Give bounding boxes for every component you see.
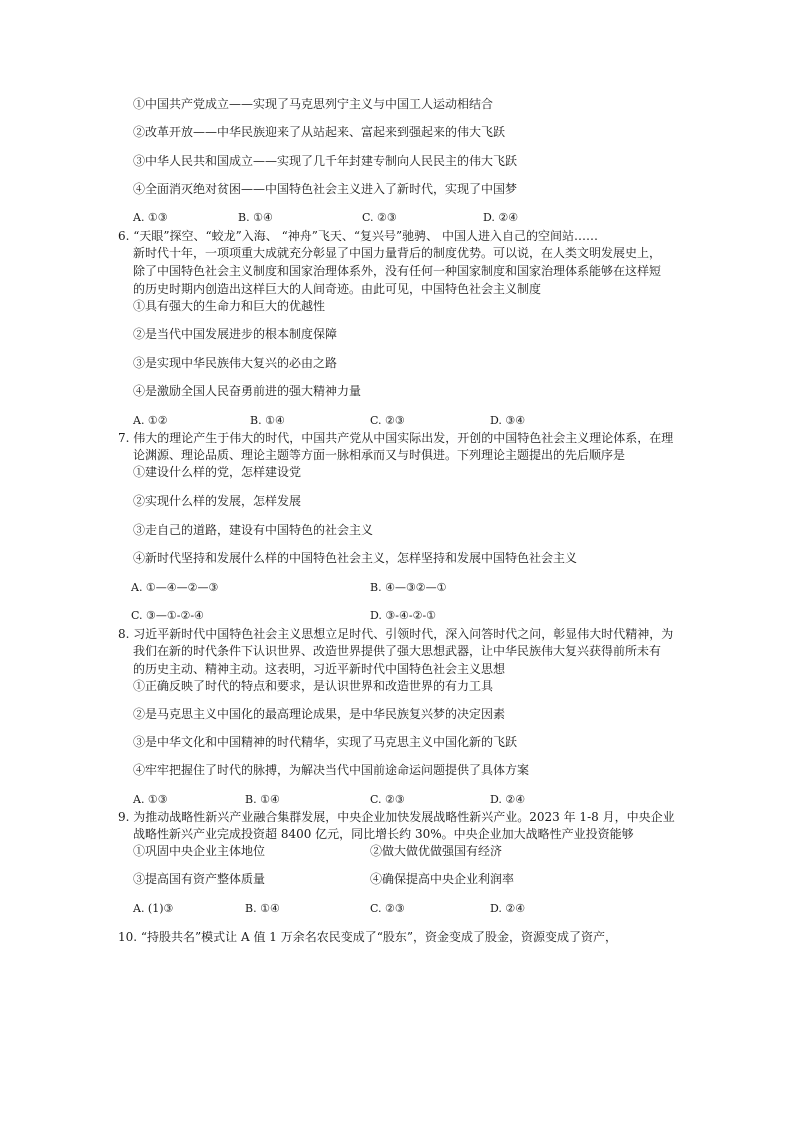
q8-item-1: ①正确反映了时代的特点和要求，是认识世界和改造世界的有力工具: [133, 679, 494, 693]
q6-option-c: C. ②③: [370, 414, 405, 427]
q9-stem-line-1: 9. 为推动战略性新兴产业融合集群发展，中央企业加快发展战略性新兴产业。2023 年 1-8 月，中央企业: [118, 810, 675, 824]
q7-option-d: D. ③-④-②-①: [370, 609, 437, 622]
q5-item-4: ④全面消灭绝对贫困——中国特色社会主义进入了新时代，实现了中国梦: [133, 182, 518, 196]
q6-item-4: ④是激励全国人民奋勇前进的强大精神力量: [133, 384, 362, 398]
q9-option-b: B. ①④: [245, 902, 280, 915]
q5-option-a: A. ①③: [133, 211, 168, 224]
q8-stem-line-2: 我们在新的时代条件下认识世界、改造世界提供了强大思想武器，让中华民族伟大复兴获得前所未有: [133, 644, 662, 658]
q9-option-c: C. ②③: [370, 902, 405, 915]
q8-stem-line-3: 的历史主动、精神主动。这表明，习近平新时代中国特色社会主义思想: [133, 662, 506, 676]
q10-stem-line-1: 10. “持股共名”模式让 A 值 1 万余名农民变成了“股东”，资金变成了股金，资源变成了资产，: [118, 930, 617, 944]
q7-item-1: ①建设什么样的党，怎样建设党: [133, 465, 302, 479]
q7-item-2: ②实现什么样的发展，怎样发展: [133, 494, 302, 508]
q9-option-a: A. (1)③: [133, 902, 174, 915]
q6-stem-line-4: 的历史时期内创造出这样巨大的人间奇迹。由此可见，中国特色社会主义制度: [133, 282, 542, 296]
q6-option-a: A. ①②: [133, 414, 168, 427]
q5-option-d: D. ②④: [483, 211, 519, 224]
q5-item-1: ①中国共产党成立——实现了马克思列宁主义与中国工人运动相结合: [133, 97, 494, 111]
q6-stem-line-2: 新时代十年，一项项重大成就充分彰显了中国力量背后的制度优势。可以说，在人类文明发展史上，: [133, 246, 662, 260]
q8-item-3: ③是中华文化和中国精神的时代精华，实现了马克思主义中国化新的飞跃: [133, 735, 518, 749]
q8-option-b: B. ①④: [245, 793, 280, 806]
q8-item-2: ②是马克思主义中国化的最高理论成果，是中华民族复兴梦的决定因素: [133, 707, 506, 721]
q7-option-a: A. ①—④—②—③: [131, 581, 219, 594]
q9-item-4: ④确保提高中央企业利润率: [370, 872, 515, 886]
q6-stem-line-1: 6. “天眼”探空、“蛟龙”入海、 “神舟”飞天、“复兴号”驰骋、 中国人进入自己的空间站……: [118, 229, 598, 243]
q8-stem-line-1: 8. 习近平新时代中国特色社会主义思想立足时代、引领时代，深入问答时代之问，彰显伟大时代精神，为: [118, 627, 674, 641]
q5-option-c: C. ②③: [362, 211, 397, 224]
q7-item-3: ③走自己的道路，建设有中国特色的社会主义: [133, 523, 374, 537]
q6-item-3: ③是实现中华民族伟大复兴的必由之路: [133, 356, 338, 370]
q8-option-c: C. ②③: [370, 793, 405, 806]
q6-option-d: D. ③④: [490, 414, 526, 427]
q7-stem-line-2: 论渊源、理论品质、理论主题等方面一脉相承而又与时俱进。下列理论主题提出的先后顺序是: [133, 448, 626, 462]
q6-stem-line-3: 除了中国特色社会主义制度和国家治理体系外，没有任何一种国家制度和国家治理体系能够在这样短: [133, 264, 662, 278]
q7-option-b: B. ④—③②—①: [370, 581, 447, 594]
q5-option-b: B. ①④: [238, 211, 273, 224]
q7-option-c: C. ③—①-②-④: [131, 609, 204, 622]
q5-item-3: ③中华人民共和国成立——实现了几千年封建专制向人民民主的伟大飞跃: [133, 154, 518, 168]
q5-item-2: ②改革开放——中华民族迎来了从站起来、富起来到强起来的伟大飞跃: [133, 125, 506, 139]
q8-item-4: ④牢牢把握住了时代的脉搏，为解决当代中国前途命运问题提供了具体方案: [133, 763, 530, 777]
q8-option-d: D. ②④: [490, 793, 526, 806]
q6-item-2: ②是当代中国发展进步的根本制度保障: [133, 327, 338, 341]
q7-item-4: ④新时代坚持和发展什么样的中国特色社会主义，怎样坚持和发展中国特色社会主义: [133, 551, 578, 565]
q9-option-d: D. ②④: [490, 902, 526, 915]
q6-option-b: B. ①④: [250, 414, 285, 427]
q9-stem-line-2: 战略性新兴产业完成投资超 8400 亿元，同比增长约 30%。中央企业加大战略性产业投资能够: [133, 827, 634, 841]
q6-item-1: ①具有强大的生命力和巨大的优越性: [133, 299, 326, 313]
q9-item-1: ①巩固中央企业主体地位: [133, 844, 266, 858]
q7-stem-line-1: 7. 伟大的理论产生于伟大的时代，中国共产党从中国实际出发，开创的中国特色社会主义理论体系，在理: [118, 431, 674, 445]
q9-item-2: ②做大做优做强国有经济: [370, 844, 503, 858]
q9-item-3: ③提高国有资产整体质量: [133, 872, 266, 886]
q8-option-a: A. ①③: [133, 793, 168, 806]
